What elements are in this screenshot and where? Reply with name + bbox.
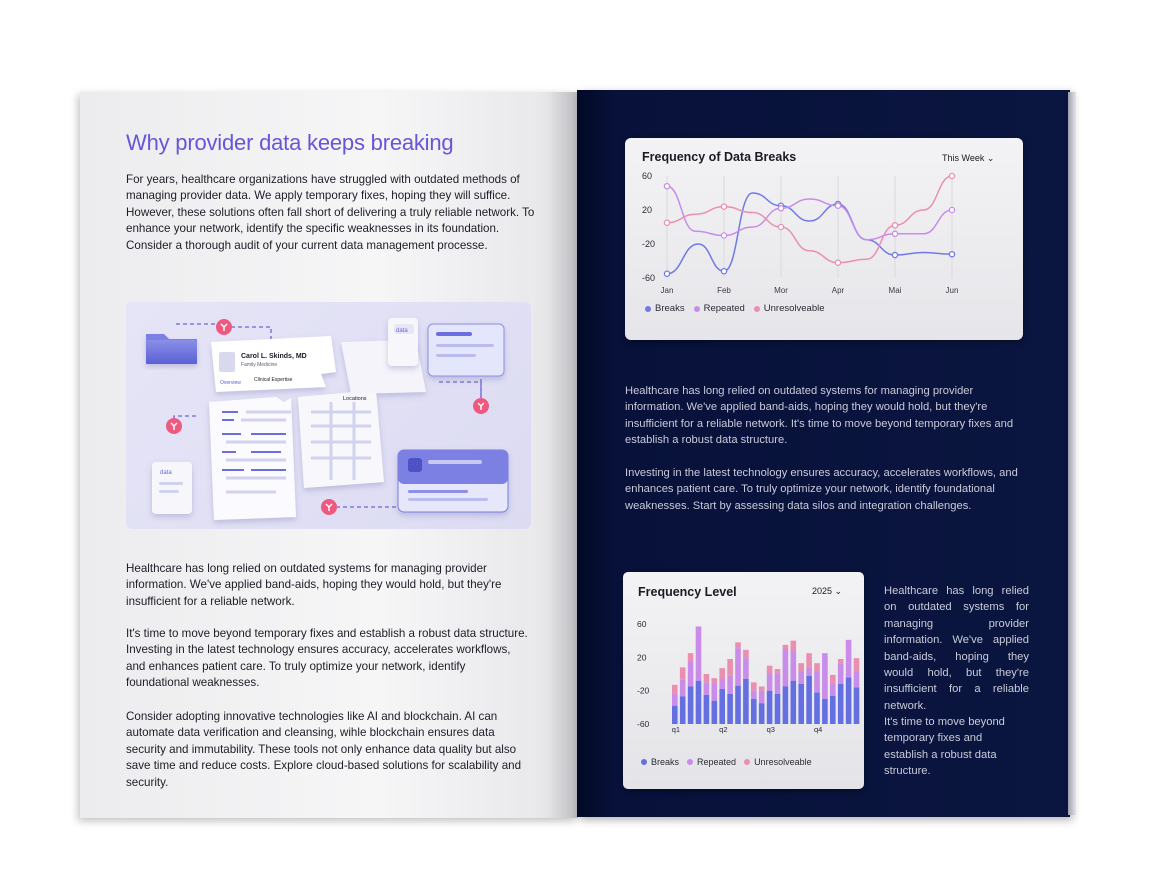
bar-segment-unresolveable [814,663,820,671]
bar-segment-repeated [806,667,812,675]
bar-segment-unresolveable [806,653,812,667]
bar-segment-breaks [751,699,757,724]
data-point [721,269,726,274]
bar-segment-breaks [743,679,749,724]
left-page [80,92,578,818]
data-point [721,204,726,209]
bar-segment-breaks [838,684,844,724]
data-point [664,184,669,189]
bar-segment-repeated [791,652,797,681]
bar-segment-breaks [727,694,733,724]
bar-segment-unresolveable [751,682,757,690]
data-point [778,224,783,229]
bar-segment-repeated [719,679,725,689]
bar-segment-repeated [767,674,773,691]
bar-segment-breaks [775,694,781,724]
body-paragraph: Healthcare has long relied on outdated systems for managing provider information. We've applied band-aids, hoping they would hold, but they're insufficient for a reliable network. [126,562,502,608]
chevron-down-icon: ⌄ [986,153,995,163]
bar-segment-unresolveable [672,685,678,693]
bar-segment-breaks [696,681,702,724]
legend-label: Breaks [655,303,685,314]
data-point [835,203,840,208]
series-line-unresolveable [667,176,952,263]
legend-label: Repeated [697,757,737,767]
body-paragraph: Healthcare has long relied on outdated systems for managing provider information. We've applied band-aids, hoping they would hold, but they're insufficient for a reliable network. It's time to move beyond temporary fixes and establish a robust data structure. [625,385,1014,447]
period-select-value: This Week [942,153,985,163]
tab-overview-label: Overview [220,380,241,386]
bar-chart-title: Frequency Level [638,585,737,599]
y-tick-label: -20 [642,239,656,249]
doctor-role-label: Family Medicine [241,362,278,368]
bar-segment-breaks [719,689,725,724]
legend-item-breaks [641,757,679,767]
x-tick-label: q4 [813,725,823,734]
bar-segment-breaks [854,687,860,724]
x-tick-label: Mor [774,286,788,295]
bar-segment-repeated [672,693,678,706]
bar-chart-legend [641,757,812,767]
data-point [949,252,954,257]
legend-item-unresolveable [754,303,825,314]
line-chart-legend [645,303,825,314]
bar-segment-unresolveable [712,678,718,684]
spine-shadow [548,92,578,818]
data-tag-top: data [396,328,408,334]
bar-segment-unresolveable [775,669,781,673]
bar-segment-unresolveable [719,668,725,679]
bar-segment-repeated [743,658,749,679]
data-point [721,233,726,238]
bar-segment-breaks [791,681,797,724]
bar-segment-repeated [712,684,718,701]
bar-segment-unresolveable [704,674,710,682]
data-point [949,207,954,212]
bar-segment-breaks [814,692,820,724]
x-tick-label: Mai [888,286,902,295]
line-chart-card [625,138,1023,340]
data-point [892,252,897,257]
data-point [835,260,840,265]
bar-segment-unresolveable [830,675,836,683]
bar-segment-repeated [735,648,741,686]
legend-item-breaks [645,303,685,314]
bar-segment-breaks [806,676,812,724]
bar-chart-card [623,572,864,789]
bar-segment-unresolveable [688,653,694,661]
bar-segment-unresolveable [727,659,733,676]
bar-segment-breaks [767,691,773,724]
bar-segment-repeated [846,640,852,678]
doctor-name-label: Carol L. Skinds, MD [241,353,307,360]
legend-label: Unresolveable [754,757,812,767]
bar-segment-unresolveable [854,658,860,671]
bar-segment-breaks [830,696,836,724]
bar-segment-repeated [696,627,702,681]
bar-segment-breaks [798,684,804,724]
bar-segment-repeated [822,653,828,699]
y-tick-label: 20 [637,652,647,663]
x-tick-label: q2 [719,725,728,734]
line-chart-title: Frequency of Data Breaks [642,150,797,164]
bar-segment-breaks [735,686,741,724]
chevron-down-icon: ⌄ [834,586,843,596]
legend-item-repeated [687,757,736,767]
data-point [892,231,897,236]
bar-segment-breaks [759,703,765,724]
avatar [219,352,235,372]
tab-expertise-label: Clinical Expertise [254,377,293,383]
body-paragraph: Consider adopting innovative technologies like AI and blockchain. AI can automate data verification and cleansing, wihle blockchain ensures data security and immutability. These tools not only enhance data quality but also save time and reduce costs. Explore cloud-based solutions for scalability and security. [126,710,522,789]
bar-segment-repeated [798,672,804,685]
bar-segment-unresolveable [798,663,804,671]
bar-segment-unresolveable [783,645,789,649]
bar-segment-repeated [783,649,789,687]
bar-segment-repeated [704,682,710,695]
bar-segment-repeated [830,683,836,696]
bar-segment-repeated [727,676,733,694]
bar-segment-repeated [775,673,781,694]
y-tick-label: 60 [637,620,647,629]
bar-segment-unresolveable [735,642,741,648]
y-tick-label: -20 [637,685,650,696]
bar-segment-breaks [704,695,710,724]
x-tick-label: Apr [831,286,845,295]
bar-segment-breaks [783,687,789,725]
bar-segment-repeated [688,662,694,687]
year-select-value: 2025 [812,586,833,596]
page-edge [1068,92,1076,815]
bar-segment-unresolveable [743,650,749,658]
year-select[interactable] [812,586,842,597]
side-paragraph: Healthcare has long relied on outdated systems for managing provider information. We've applied band-aids, hoping they would hold, but they're insufficient for a reliable network. [884,585,1029,712]
bar-segment-repeated [680,680,686,697]
bar-segment-repeated [814,672,820,693]
bar-segment-unresolveable [680,667,686,680]
data-tag-left: data [160,470,172,476]
body-paragraph: Investing in the latest technology ensures accuracy, accelerates workflows, and enhances patient care. To truly optimize your network, identify foundational weaknesses. Start by assessing data silos and integration challenges. [625,467,1018,512]
bar-segment-unresolveable [838,659,844,663]
side-paragraph: It's time to move beyond temporary fixes and establish a robust data structure. [884,716,1005,778]
illustration-svg [126,302,531,529]
bar-segment-repeated [854,671,860,688]
series-line-repeated [667,186,952,240]
locations-label: Locations [343,396,367,402]
bar-segment-breaks [680,697,686,725]
right-page [577,90,1070,817]
bar-segment-unresolveable [767,666,773,674]
bar-segment-breaks [712,701,718,724]
intro-paragraph: For years, healthcare organizations have struggled with outdated methods of managing provider data. We apply temporary fixes, hoping they will suffice. However, these solutions often fall short of delivering a truly reliable network. To enhance your network, identify the specific weaknesses in its foundation. Consider a thorough audit of your current data management processe. [126,173,535,252]
bar-segment-breaks [688,687,694,725]
bar-segment-unresolveable [791,641,797,652]
legend-item-repeated [694,303,745,314]
y-tick-label: 20 [642,205,653,215]
body-paragraph: It's time to move beyond temporary fixes and establish a robust data structure. Investing in the latest technology ensures accuracy, accelerates workflows, and enhances patient care. To truly optimize your network, identify foundational weaknesses. [126,627,528,690]
legend-label: Breaks [651,757,680,767]
x-tick-label: q3 [766,725,775,734]
bar-segment-unresolveable [759,687,765,691]
x-tick-label: Feb [717,286,731,295]
period-select[interactable] [942,153,994,164]
bar-segment-breaks [822,699,828,724]
y-tick-label: -60 [642,273,656,283]
data-point [664,220,669,225]
data-point [892,223,897,228]
bar-segment-breaks [672,706,678,724]
bar-segment-breaks [846,677,852,724]
page-title: Why provider data keeps breaking [126,130,454,155]
folder-icon [146,334,197,364]
legend-label: Unresolveable [763,303,825,314]
legend-item-unresolveable [744,757,812,767]
bar-segment-repeated [759,691,765,704]
data-point [949,173,954,178]
x-tick-label: Jan [660,286,674,295]
provider-data-illustration [126,302,531,529]
bar-chart-svg [623,620,864,750]
x-tick-label: q1 [671,725,681,734]
line-chart-svg [625,166,1023,316]
y-tick-label: -60 [637,719,650,729]
bar-segment-repeated [751,691,757,699]
data-point [778,206,783,211]
bar-segment-repeated [838,663,844,684]
legend-label: Repeated [703,303,745,314]
y-tick-label: 60 [642,171,653,181]
x-tick-label: Jun [945,286,959,295]
data-point [664,271,669,276]
